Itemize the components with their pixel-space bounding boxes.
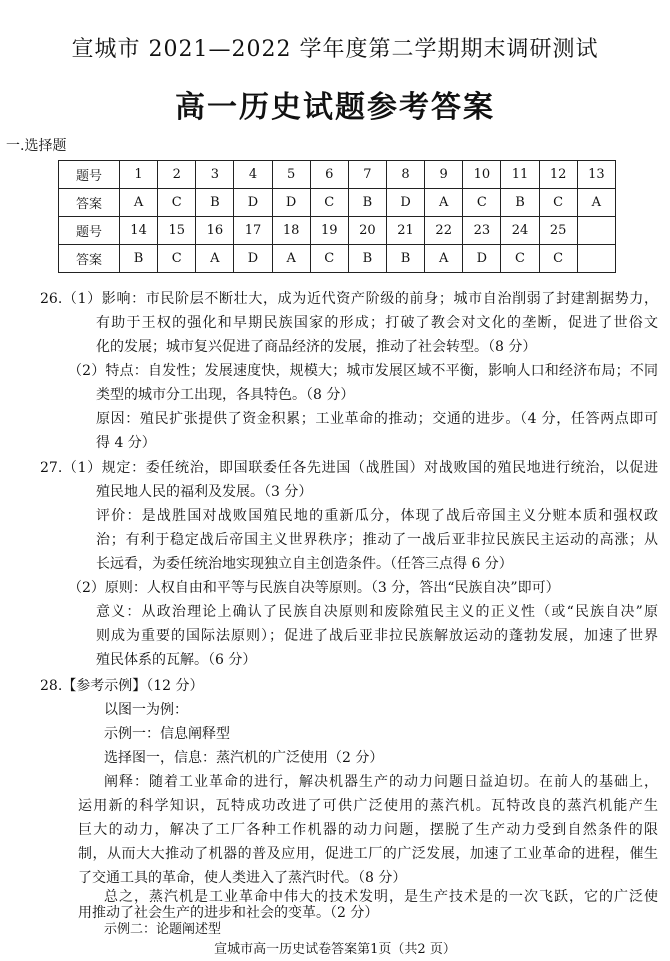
answer-line: 化的发展；城市复兴促进了商品经济的发展，推动了社会转型。（8 分） (96, 339, 537, 355)
row-label: 答案 (59, 189, 120, 217)
exam-title: 宣城市 2021—2022 学年度第二学期期末调研测试 (71, 37, 599, 62)
table-cell: C (158, 189, 196, 217)
table-cell: 7 (348, 161, 386, 189)
table-cell: 21 (386, 217, 424, 245)
answer-line: 原因：殖民扩张提供了资金积累；工业革命的推动；交通的进步。（4 分，任答两点即可 (96, 411, 658, 427)
answer-line: 制，从而大大推动了机器的普及应用，促进工厂的广泛发展，加速了工业革命的进程，催生 (78, 846, 658, 862)
table-cell: 1 (120, 161, 158, 189)
row-label: 题号 (59, 217, 120, 245)
answer-line: 总之，蒸汽机是工业革命中伟大的技术发明，是生产技术是的一次飞跃，它的广泛使 (104, 889, 658, 905)
answer-line: 示例二：论题阐述型 (104, 922, 222, 937)
table-cell: 4 (234, 161, 272, 189)
table-cell: B (348, 189, 386, 217)
table-cell: 17 (234, 217, 272, 245)
table-cell: 6 (310, 161, 348, 189)
answer-line: 示例一：信息阐释型 (104, 726, 230, 742)
answer-line: 得 4 分） (96, 435, 156, 451)
answer-line: 选择图一，信息：蒸汽机的广泛使用（2 分） (104, 750, 384, 766)
table-cell: D (234, 189, 272, 217)
table-cell: A (425, 189, 463, 217)
answer-line: 治；有利于稳定战后帝国主义世界秩序；推动了一战后亚非拉民族民主运动的高涨；从 (96, 532, 658, 548)
table-cell: 13 (577, 161, 615, 189)
table-cell: 12 (539, 161, 577, 189)
answer-line: （2）特点：自发性；发展速度快，规模大；城市发展区域不平衡，影响人口和经济布局；不同 (68, 363, 658, 379)
table-cell: B (348, 245, 386, 273)
table-cell: 25 (539, 217, 577, 245)
table-cell: B (386, 245, 424, 273)
table-cell: 23 (463, 217, 501, 245)
answer-line: 类型的城市分工出现，各具特色。（8 分） (96, 387, 355, 403)
table-cell: C (310, 245, 348, 273)
answer-line: 有助于王权的强化和早期民族国家的形成；打破了教会对文化的垄断，促进了世俗文 (96, 315, 658, 331)
table-cell: 9 (425, 161, 463, 189)
table-cell: C (463, 189, 501, 217)
table-cell: 8 (386, 161, 424, 189)
table-cell: 18 (272, 217, 310, 245)
answer-line: 28.【参考示例】（12 分） (40, 678, 204, 694)
table-cell: 11 (501, 161, 539, 189)
table-cell: A (577, 189, 615, 217)
answer-line: 意义：从政治理论上确认了民族自决原则和废除殖民主义的正义性（或“民族自决”原 (96, 604, 658, 620)
table-cell: D (234, 245, 272, 273)
table-cell: C (158, 245, 196, 273)
table-cell: 24 (501, 217, 539, 245)
table-cell: A (425, 245, 463, 273)
row-label: 题号 (59, 161, 120, 189)
table-cell: A (196, 245, 234, 273)
section-heading: 一.选择题 (6, 138, 67, 154)
answer-line: 长远看，为委任统治地实现独立自主创造条件。（任答三点得 6 分） (96, 556, 513, 572)
table-cell: 5 (272, 161, 310, 189)
table-cell: 15 (158, 217, 196, 245)
answer-line: 巨大的动力，解决了工厂各种工作机器的动力问题，摆脱了生产动力受到自然条件的限 (78, 822, 658, 838)
table-cell (577, 217, 615, 245)
table-row (59, 245, 616, 273)
table-row (59, 161, 616, 189)
table-cell: D (386, 189, 424, 217)
answer-line: 26.（1）影响：市民阶层不断壮大，成为近代资产阶级的前身；城市自治削弱了封建割据势力， (40, 291, 658, 307)
table-cell: 10 (463, 161, 501, 189)
answer-line: 27.（1）规定：委任统治，即国联委任各先进国（战胜国）对战败国的殖民地进行统治，以促进 (40, 460, 658, 476)
table-cell: 22 (425, 217, 463, 245)
page-footer: 宣城市高一历史试卷答案第1页（共2 页） (214, 942, 456, 957)
table-cell: B (196, 189, 234, 217)
table-cell: 14 (120, 217, 158, 245)
answer-line: 以图一为例： (104, 702, 188, 718)
table-cell: C (539, 189, 577, 217)
table-cell: C (539, 245, 577, 273)
answer-table (58, 160, 616, 273)
answer-line: 阐释：随着工业革命的进行，解决机器生产的动力问题日益迫切。在前人的基础上， (104, 774, 658, 790)
table-cell: 20 (348, 217, 386, 245)
table-cell: D (272, 189, 310, 217)
table-cell: C (310, 189, 348, 217)
answer-line: 用推动了社会生产的进步和社会的变革。（2 分） (78, 905, 379, 921)
table-cell: 16 (196, 217, 234, 245)
table-row (59, 189, 616, 217)
table-cell: 19 (310, 217, 348, 245)
table-cell: B (501, 189, 539, 217)
answer-line: （2）原则：人权自由和平等与民族自决等原则。（3 分，答出“民族自决”即可） (68, 580, 560, 596)
table-cell: B (120, 245, 158, 273)
table-cell: D (463, 245, 501, 273)
table-cell: C (501, 245, 539, 273)
answer-title: 高一历史试题参考答案 (175, 90, 495, 125)
answer-line: 殖民地人民的福利及发展。（3 分） (96, 484, 313, 500)
table-cell: 3 (196, 161, 234, 189)
table-row (59, 217, 616, 245)
table-cell: A (272, 245, 310, 273)
answer-line: 评价：是战胜国对战败国殖民地的重新瓜分，体现了战后帝国主义分赃本质和强权政 (96, 508, 658, 524)
row-label: 答案 (59, 245, 120, 273)
answer-line: 则成为重要的国际法原则）；促进了战后亚非拉民族解放运动的蓬勃发展，加速了世界 (96, 628, 658, 644)
table-cell (577, 245, 615, 273)
table-cell: A (120, 189, 158, 217)
answer-line: 运用新的科学知识，瓦特成功改进了可供广泛使用的蒸汽机。瓦特改良的蒸汽机能产生 (78, 798, 658, 814)
answer-line: 殖民体系的瓦解。（6 分） (96, 652, 257, 668)
answer-line: 了交通工具的革命，使人类进入了蒸汽时代。（8 分） (78, 870, 407, 886)
table-cell: 2 (158, 161, 196, 189)
